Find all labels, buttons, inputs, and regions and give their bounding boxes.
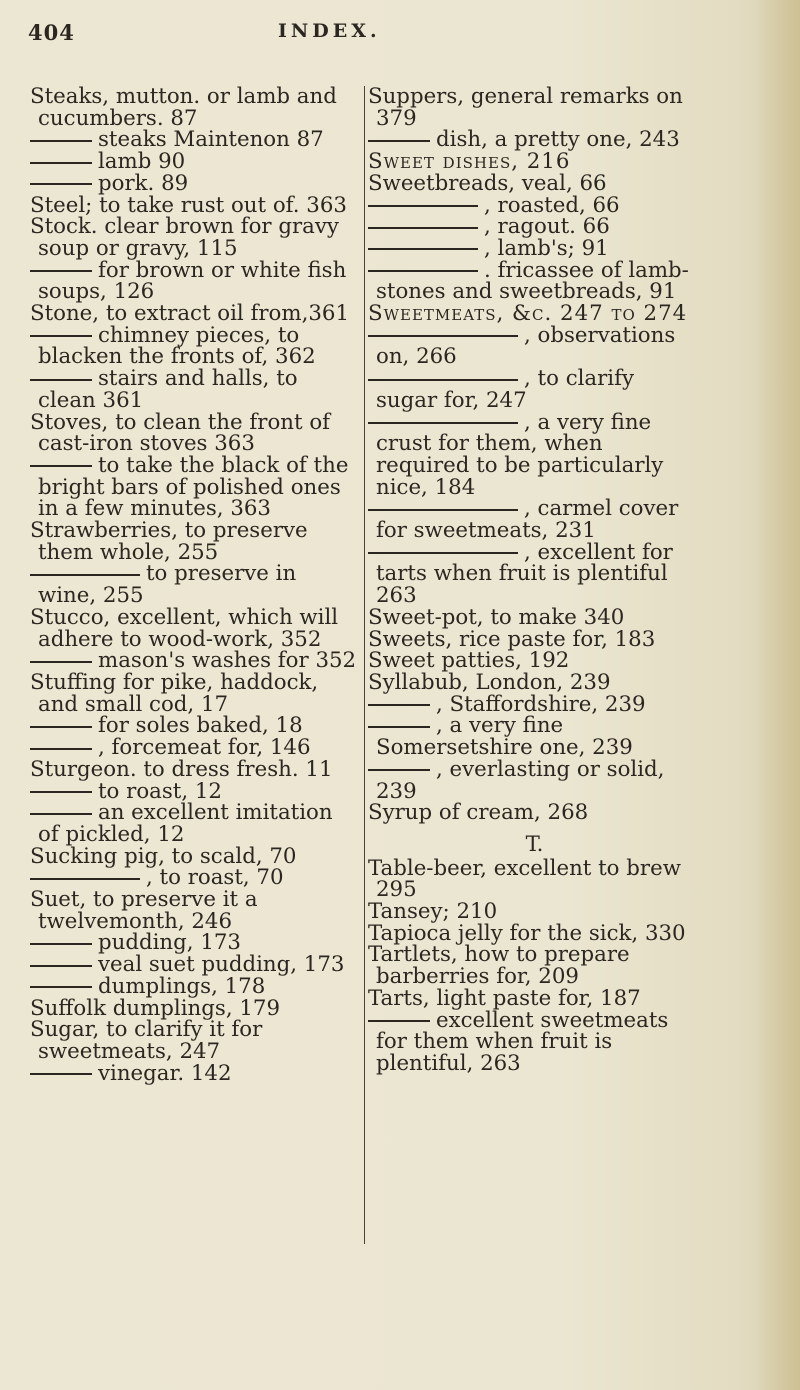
ditto-dash bbox=[368, 509, 518, 511]
index-entry-text: , lamb's; 91 bbox=[484, 235, 609, 261]
index-entry-text: Sucking pig, to scald, 70 bbox=[30, 843, 297, 869]
index-entry-text: dish, a pretty one, 243 bbox=[436, 127, 680, 153]
ditto-dash bbox=[30, 748, 92, 750]
page-gutter-shadow bbox=[755, 0, 800, 1390]
index-entry-text: Tartlets, how to prepare barberries for, 209 bbox=[368, 942, 630, 990]
page-number: 404 bbox=[28, 20, 75, 45]
ditto-dash bbox=[368, 140, 430, 142]
index-entry-text: Stuffing for pike, haddock, and small cod, 17 bbox=[30, 669, 319, 717]
index-entry-text: steaks Maintenon 87 bbox=[98, 127, 324, 153]
index-entry bbox=[30, 715, 360, 737]
index-entry-text: Suffolk dumplings, 179 bbox=[30, 995, 281, 1021]
index-entry bbox=[368, 170, 701, 196]
ditto-dash bbox=[30, 379, 92, 381]
index-entry-text: to take the black of the bright bars of polished ones in a few minutes, 363 bbox=[38, 452, 349, 522]
index-entry-text: , ragout. 66 bbox=[484, 214, 610, 240]
index-entry bbox=[368, 496, 701, 544]
index-entry bbox=[368, 303, 701, 325]
index-entry-text: Tarts, light paste for, 187 bbox=[368, 985, 641, 1011]
index-entry bbox=[368, 985, 701, 1011]
index-entry-text: stairs and halls, to clean 361 bbox=[38, 366, 298, 413]
index-entry-text: Sweets, rice paste for, 183 bbox=[368, 626, 656, 652]
index-entry bbox=[368, 901, 701, 923]
index-entry bbox=[368, 713, 701, 761]
index-entry bbox=[30, 756, 360, 782]
index-entry bbox=[30, 368, 360, 411]
index-entry-text: , a very fine crust for them, when required to be particularly nice, 184 bbox=[376, 409, 664, 500]
index-entry bbox=[368, 368, 701, 411]
index-entry-text: , Staffordshire, 239 bbox=[436, 691, 646, 717]
ditto-dash bbox=[30, 335, 92, 337]
index-entry-text: , forcemeat for, 146 bbox=[98, 735, 311, 761]
index-entry bbox=[30, 409, 360, 457]
index-entry-text: dumplings, 178 bbox=[98, 973, 266, 999]
index-entry bbox=[30, 737, 360, 759]
ditto-dash bbox=[30, 465, 92, 467]
index-entry-text: Sweet dishes, 216 bbox=[368, 149, 571, 175]
index-entry-text: , carmel cover for sweetmeats, 231 bbox=[376, 496, 679, 544]
index-entry bbox=[368, 691, 701, 717]
ditto-dash bbox=[30, 574, 140, 576]
index-entry bbox=[30, 995, 360, 1021]
index-entry-text: Stone, to extract oil from,361 bbox=[30, 301, 349, 327]
index-entry bbox=[30, 843, 360, 869]
index-entry bbox=[30, 973, 360, 999]
page-header bbox=[28, 20, 548, 50]
index-entry bbox=[368, 129, 701, 151]
index-entry bbox=[368, 855, 701, 903]
index-entry-text: Sweet-pot, to make 340 bbox=[368, 604, 625, 630]
ditto-dash bbox=[30, 1073, 92, 1075]
index-column-left bbox=[30, 86, 360, 1084]
index-entry bbox=[30, 954, 360, 976]
index-entry bbox=[30, 561, 360, 609]
index-entry bbox=[30, 303, 360, 325]
ditto-dash bbox=[368, 422, 518, 424]
ditto-dash bbox=[30, 878, 140, 880]
ditto-dash bbox=[30, 183, 92, 185]
index-entry-text: Strawberries, to preserve them whole, 255 bbox=[30, 518, 308, 565]
index-entry bbox=[368, 192, 701, 218]
ditto-dash bbox=[30, 661, 92, 663]
index-entry bbox=[30, 867, 360, 889]
index-entry-text: Sweet patties, 192 bbox=[368, 648, 570, 674]
index-entry-text: mason's washes for 352 bbox=[98, 648, 357, 674]
index-entry bbox=[30, 650, 360, 672]
index-entry-text: Stoves, to clean the front of cast-iron stoves 363 bbox=[30, 409, 331, 457]
index-entry bbox=[368, 216, 701, 238]
index-entry-text: Syrup of cream, 268 bbox=[368, 800, 589, 826]
index-entry-text: Stucco, excellent, which will adhere to wood-work, 352 bbox=[30, 604, 339, 652]
index-entry bbox=[368, 756, 701, 804]
index-entry bbox=[30, 1019, 360, 1062]
index-entry-text: Sweetbreads, veal, 66 bbox=[368, 170, 607, 196]
index-entry-text: Steel; to take rust out of. 363 bbox=[30, 192, 347, 218]
index-entry bbox=[30, 86, 360, 129]
ditto-dash bbox=[368, 379, 518, 381]
index-entry bbox=[30, 216, 360, 259]
index-entry bbox=[30, 889, 360, 932]
index-entry-text: Syllabub, London, 239 bbox=[368, 669, 611, 695]
index-entry-text: pudding, 173 bbox=[98, 930, 241, 956]
index-entry bbox=[368, 669, 701, 695]
index-entry bbox=[368, 942, 701, 990]
index-entry-text: Sugar, to clarify it for sweetmeats, 247 bbox=[30, 1017, 263, 1064]
index-entry bbox=[368, 920, 701, 946]
index-entry bbox=[30, 1060, 360, 1086]
index-entry bbox=[30, 170, 360, 196]
index-entry bbox=[368, 322, 701, 370]
index-entry bbox=[30, 129, 360, 151]
index-entry-text: excellent sweetmeats for them when fruit is plentiful, 263 bbox=[376, 1007, 669, 1076]
ditto-dash bbox=[368, 769, 430, 771]
index-entry-text: , excellent for tarts when fruit is plentiful 263 bbox=[376, 539, 673, 609]
ditto-dash bbox=[30, 965, 92, 967]
index-entry-text: veal suet pudding, 173 bbox=[98, 952, 345, 978]
ditto-dash bbox=[30, 943, 92, 945]
index-entry bbox=[368, 650, 701, 672]
ditto-dash bbox=[368, 552, 518, 554]
index-entry-text: Tapioca jelly for the sick, 330 bbox=[368, 920, 686, 946]
index-entry bbox=[30, 452, 360, 522]
index-entry-text: , to clarify sugar for, 247 bbox=[376, 366, 635, 413]
index-entry bbox=[368, 409, 701, 500]
index-entry bbox=[368, 151, 701, 173]
index-entry bbox=[30, 192, 360, 218]
index-entry-text: Stock. clear brown for gravy soup or gravy, 115 bbox=[30, 214, 339, 261]
index-column-right bbox=[368, 86, 701, 1075]
ditto-dash bbox=[368, 270, 478, 272]
index-entry-text: . fricassee of lamb-stones and sweetbreads, 91 bbox=[376, 257, 689, 305]
index-entry-text: Suppers, general remarks on 379 bbox=[368, 84, 683, 131]
ditto-dash bbox=[30, 813, 92, 815]
ditto-dash bbox=[30, 726, 92, 728]
index-entry-text: lamb 90 bbox=[98, 149, 186, 175]
ditto-dash bbox=[30, 162, 92, 164]
index-entry-text: , to roast, 70 bbox=[146, 865, 284, 891]
index-entry bbox=[30, 322, 360, 370]
index-entry-text: T. bbox=[525, 831, 544, 857]
ditto-dash bbox=[30, 791, 92, 793]
index-entry-text: to preserve in wine, 255 bbox=[38, 561, 297, 609]
index-entry-text: for brown or white fish soups, 126 bbox=[38, 257, 347, 305]
index-entry-text: Steaks, mutton. or lamb and cucumbers. 87 bbox=[30, 84, 337, 131]
index-entry-text: to roast, 12 bbox=[98, 778, 222, 804]
ditto-dash bbox=[368, 726, 430, 728]
index-entry bbox=[368, 539, 701, 609]
index-entry bbox=[368, 86, 701, 129]
index-entry bbox=[368, 235, 701, 261]
ditto-dash bbox=[368, 227, 478, 229]
index-entry-text: an excellent imitation of pickled, 12 bbox=[38, 800, 333, 847]
index-entry bbox=[30, 802, 360, 845]
index-entry bbox=[30, 257, 360, 305]
index-entry bbox=[30, 520, 360, 563]
index-entry bbox=[368, 604, 701, 630]
ditto-dash bbox=[368, 335, 518, 337]
index-entry bbox=[368, 1007, 701, 1076]
index-entry bbox=[30, 778, 360, 804]
index-entry-text: Sweetmeats, &c. 247 to 274 bbox=[368, 301, 688, 327]
index-entry-text: , a very fine Somersetshire one, 239 bbox=[376, 713, 633, 761]
index-entry bbox=[30, 932, 360, 954]
index-entry bbox=[368, 802, 701, 824]
index-entry-text: Tansey; 210 bbox=[368, 899, 498, 925]
index-entry bbox=[30, 604, 360, 652]
index-entry-text: , roasted, 66 bbox=[484, 192, 620, 218]
index-entry-text: vinegar. 142 bbox=[98, 1060, 232, 1086]
ditto-dash bbox=[368, 248, 478, 250]
ditto-dash bbox=[368, 205, 478, 207]
index-entry bbox=[368, 257, 701, 305]
ditto-dash bbox=[30, 986, 92, 988]
running-title: INDEX. bbox=[278, 20, 381, 42]
index-entry-text: Table-beer, excellent to brew 295 bbox=[368, 855, 681, 903]
index-entry-text: , observations on, 266 bbox=[376, 322, 676, 370]
column-divider bbox=[364, 86, 365, 1244]
ditto-dash bbox=[30, 140, 92, 142]
ditto-dash bbox=[368, 1020, 430, 1022]
index-entry-text: Suet, to preserve it a twelvemonth, 246 bbox=[30, 887, 258, 934]
index-entry bbox=[30, 151, 360, 173]
index-entry-text: , everlasting or solid, 239 bbox=[376, 756, 665, 804]
ditto-dash bbox=[30, 270, 92, 272]
index-entry bbox=[30, 669, 360, 717]
ditto-dash bbox=[368, 704, 430, 706]
index-entry bbox=[368, 626, 701, 652]
index-entry-text: for soles baked, 18 bbox=[98, 713, 303, 739]
index-entry-text: pork. 89 bbox=[98, 170, 189, 196]
index-entry-text: Sturgeon. to dress fresh. 11 bbox=[30, 756, 333, 782]
index-section-letter bbox=[368, 831, 701, 857]
index-entry-text: chimney pieces, to blacken the fronts of, 362 bbox=[38, 322, 316, 370]
